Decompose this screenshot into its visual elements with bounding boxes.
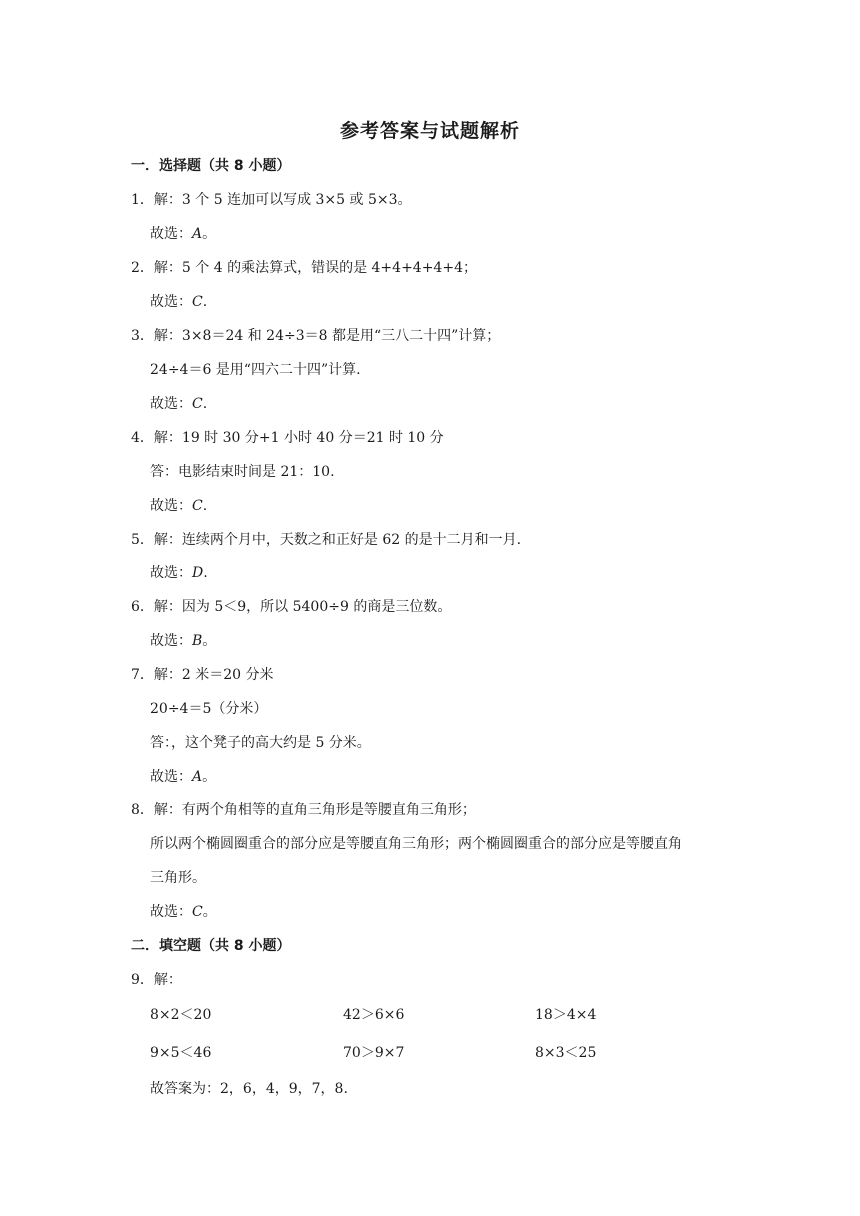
choice-prefix: 故选： [150,294,192,310]
choice-letter: C [192,498,203,514]
choice-letter: D [192,565,204,581]
choice-prefix: 故选： [150,396,192,412]
choice-suffix: 。 [202,633,217,649]
choice-letter: B [192,633,203,649]
inequality-cell: 9×5＜46 [150,1045,212,1061]
choice-prefix: 故选： [150,769,192,785]
choice-letter: A [192,769,203,785]
choice-letter: C [192,294,203,310]
choice-letter: A [192,226,203,242]
choice-suffix: . [202,294,208,310]
choice-suffix: . [202,396,208,412]
choice-line [150,224,216,244]
answer-line: 1．解：3 个 5 连加可以写成 3×5 或 5×3。 [131,192,412,208]
inequality-cell: 70＞9×7 [343,1045,405,1061]
answer-line: 20÷4＝5（分米） [150,701,268,717]
choice-line [150,563,208,583]
choice-suffix: . [203,565,208,581]
answer-line: 4．解：19 时 30 分+1 小时 40 分＝21 时 10 分 [131,430,444,446]
answer-line: 故答案为：2，6，4，9，7，8. [150,1081,348,1097]
answer-line: 2．解：5 个 4 的乘法算式，错误的是 4+4+4+4+4； [131,260,477,276]
answer-line: 9．解： [131,972,182,988]
answer-line: 三角形。 [150,870,206,886]
choice-suffix: 。 [202,226,217,242]
choice-prefix: 故选： [150,226,192,242]
choice-suffix: 。 [202,769,217,785]
inequality-cell: 18＞4×4 [535,1007,597,1023]
choice-prefix: 故选： [150,565,192,581]
answer-line: 5．解：连续两个月中，天数之和正好是 62 的是十二月和一月. [131,532,522,548]
choice-prefix: 故选： [150,904,192,920]
choice-letter: C [192,904,203,920]
inequality-cell: 42＞6×6 [343,1007,405,1023]
answer-line: 6．解：因为 5＜9，所以 5400÷9 的商是三位数。 [131,599,452,615]
answer-line: 3．解：3×8＝24 和 24÷3＝8 都是用“三八二十四”计算； [131,328,501,344]
choice-prefix: 故选： [150,498,192,514]
choice-line [150,902,217,922]
choice-line [150,496,207,516]
choice-line [150,631,216,651]
answer-line: 答：电影结束时间是 21：10. [150,464,335,480]
answer-line: 8．解：有两个角相等的直角三角形是等腰直角三角形； [131,802,476,818]
page-title: 参考答案与试题解析 [339,120,520,142]
section-heading-choice: 一．选择题（共 8 小题） [131,158,291,174]
choice-suffix: . [202,498,208,514]
inequality-cell: 8×2＜20 [150,1007,212,1023]
inequality-cell: 8×3＜25 [535,1045,597,1061]
choice-line [150,394,207,414]
choice-suffix: 。 [202,904,217,920]
choice-line [150,292,207,312]
choice-prefix: 故选： [150,633,192,649]
answer-line: 24÷4＝6 是用“四六二十四”计算. [150,362,361,378]
answer-line: 答：，这个凳子的高大约是 5 分米。 [150,735,371,751]
section-heading-fill: 二．填空题（共 8 小题） [131,938,291,954]
answer-line: 所以两个椭圆圈重合的部分应是等腰直角三角形；两个椭圆圈重合的部分应是等腰直角 [150,836,682,852]
answer-line: 7．解：2 米＝20 分米 [131,667,274,683]
choice-line [150,767,216,787]
choice-letter: C [192,396,203,412]
